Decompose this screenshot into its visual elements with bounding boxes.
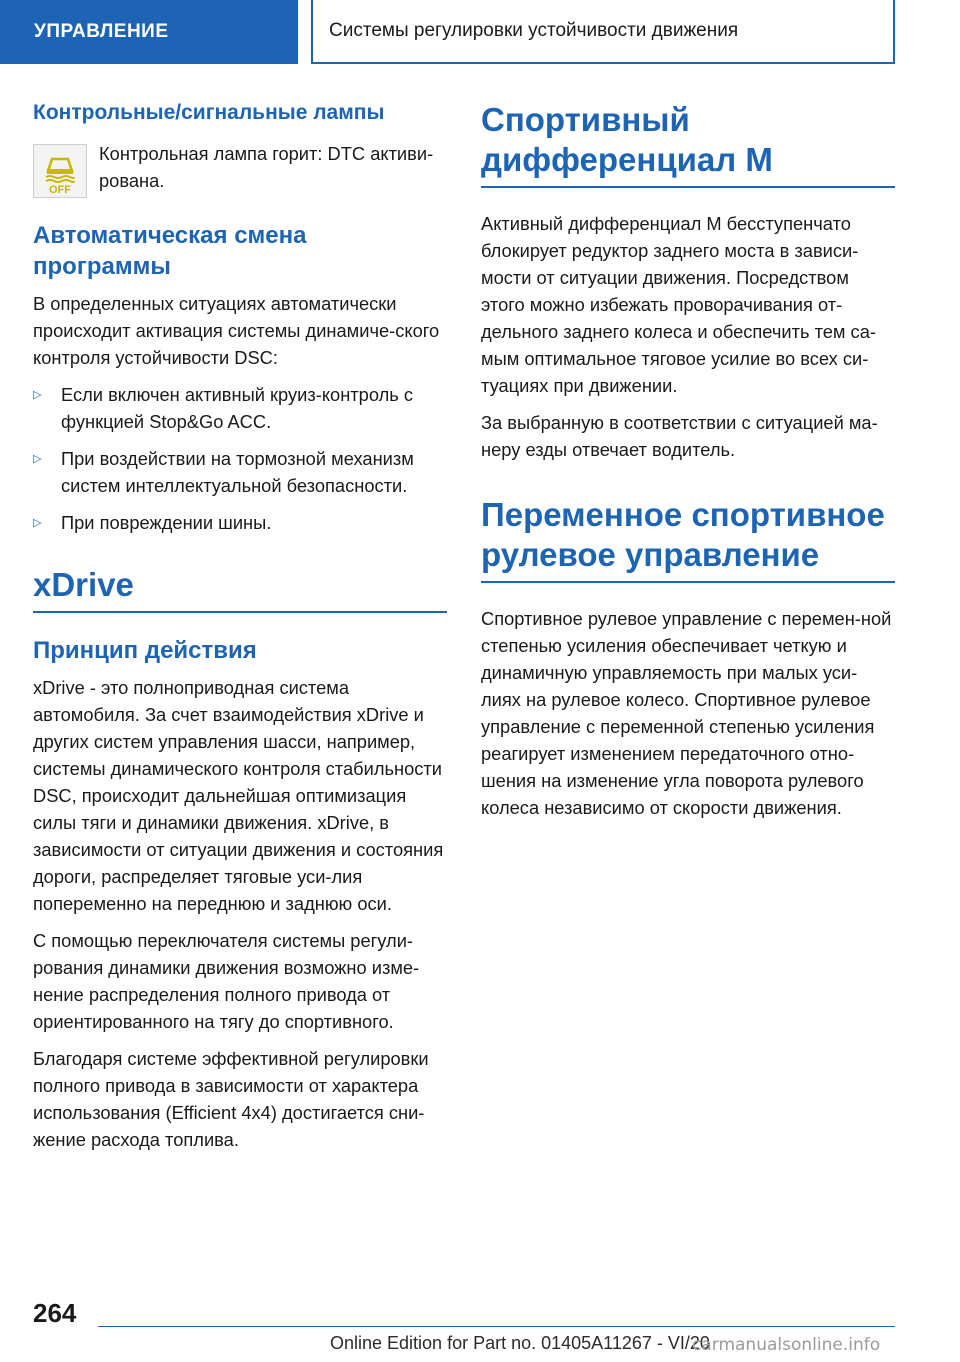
- right-column: [481, 100, 895, 831]
- triangle-right-outline-icon: ▷: [33, 517, 42, 529]
- page-number: 264: [33, 1298, 77, 1328]
- sport-steering-heading: Переменное спортивное рулевое управление: [481, 496, 885, 573]
- m-differential-paragraph-2: За выбранную в соответствии с ситуацией ма-неру езды отвечает водитель.: [481, 412, 878, 460]
- principle-paragraph-2: С помощью переключателя системы регули-рования динамики движения возможно изме-нение распределения полного привода от ориентированного на тягу до спортивного.: [33, 930, 420, 1032]
- m-differential-rule: [481, 186, 895, 188]
- section-label: УПРАВЛЕНИЕ: [34, 21, 169, 42]
- principle-heading: Принцип действия: [33, 637, 257, 664]
- triangle-right-outline-icon: ▷: [33, 453, 42, 465]
- m-differential-paragraph-1: Активный дифференциал M бесступенчато блокирует редуктор заднего моста в зависи-мости от ситуации движения. Посредством этого можно избежать проворачивания от-дельного заднего колеса и обеспечить тем са-мым оптимальное тяговое усилие во всех си-туациях при движении.: [481, 213, 876, 396]
- principle-paragraph-1: xDrive - это полноприводная система автомобиля. За счет взаимодействия xDrive и других систем управления шасси, например, системы динамического контроля стабильности DSC, происходит дальнейшая оптимизация силы тяги и динамики движения. xDrive, в зависимости от ситуации движения и состояния дороги, распределяет тяговые уси-лия попеременно на переднюю и заднюю оси.: [33, 677, 444, 914]
- lamp-description: Контрольная лампа горит: DTC активи-рована.: [99, 143, 434, 191]
- section-tab: [0, 0, 298, 64]
- list-item: ▷ При повреждении шины.: [33, 509, 447, 537]
- watermark: carmanualsonline.info: [692, 1335, 881, 1355]
- edition-note: Online Edition for Part no. 01405A11267 - VI/20: [330, 1333, 710, 1353]
- footer-rule: [98, 1326, 895, 1327]
- lamp-off-label: OFF: [49, 184, 71, 196]
- left-column: [33, 100, 447, 1163]
- auto-program-list: [33, 381, 447, 537]
- xdrive-heading: xDrive: [33, 566, 134, 603]
- lamps-heading: Контрольные/сигнальные лампы: [33, 101, 385, 124]
- m-differential-heading: Спортивный дифференциал M: [481, 101, 773, 178]
- auto-program-paragraph: В определенных ситуациях автоматически происходит активация системы динамиче-ского контроля устойчивости DSC:: [33, 293, 440, 368]
- list-item: ▷ Если включен активный круиз-контроль с функцией Stop&Go ACC.: [33, 381, 447, 435]
- chapter-title-box: [311, 0, 895, 64]
- sport-steering-paragraph: Спортивное рулевое управление с перемен-ной степенью усиления обеспечивает четкую и динамичную управляемость при малых уси-лиях на рулевое колесо. Спортивное рулевое управление с переменной степенью усиления реагирует изменением передаточного отно-шения на изменение угла поворота рулевого колеса независимо от скорости движения.: [481, 608, 892, 818]
- xdrive-rule: [33, 611, 447, 613]
- auto-program-heading: Автоматическая смена программы: [33, 222, 307, 280]
- sport-steering-rule: [481, 581, 895, 583]
- dtc-off-warning-lamp-icon: [33, 144, 87, 198]
- lamp-row: [33, 140, 447, 198]
- chapter-title: Системы регулировки устойчивости движения: [329, 20, 739, 41]
- list-item: ▷ При воздействии на тормозной механизм систем интеллектуальной безопасности.: [33, 445, 447, 499]
- principle-paragraph-3: Благодаря системе эффективной регулировки полного привода в зависимости от характера использования (Efficient 4x4) достигается сни-жение расхода топлива.: [33, 1048, 429, 1150]
- triangle-right-outline-icon: ▷: [33, 389, 42, 401]
